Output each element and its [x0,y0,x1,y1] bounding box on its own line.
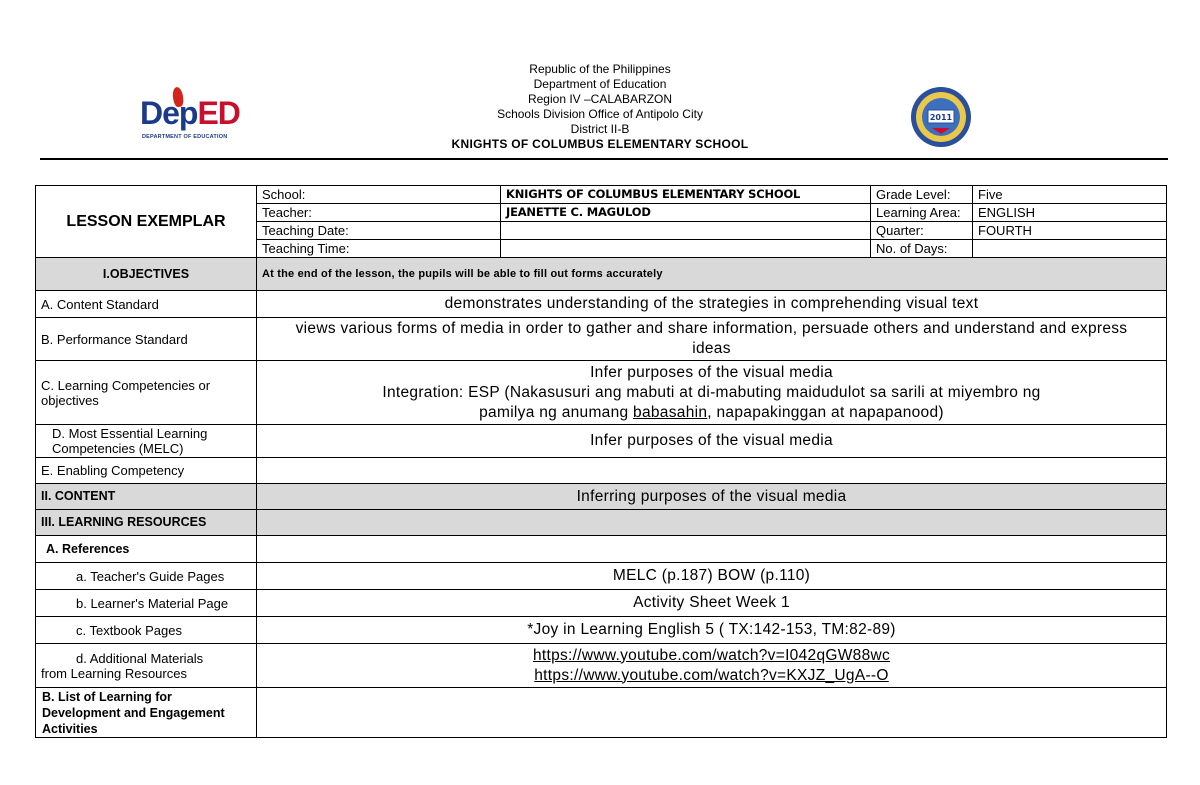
competencies-text [257,361,1167,425]
grade-level-label: Grade Level: [871,186,973,204]
competencies-label: C. Learning Competencies or objectives [36,361,257,425]
activities-list-value [257,688,1167,738]
teaching-date-value [501,222,871,240]
school-label: School: [257,186,501,204]
teacher-value: JEANETTE C. MAGULOD [501,204,871,222]
additional-materials-label: d. Additional Materials from Learning Resources [36,644,257,688]
references-row [36,536,1167,563]
teachers-guide-row [36,563,1167,590]
quarter-label: Quarter: [871,222,973,240]
deped-tagline: DEPARTMENT OF EDUCATION [142,134,228,140]
school-value: KNIGHTS OF COLUMBUS ELEMENTARY SCHOOL [501,186,871,204]
competencies-row [36,361,1167,425]
competency-line-1: Infer purposes of the visual media [590,363,833,381]
learners-material-row [36,590,1167,617]
header-line-district: District II-B [570,122,630,136]
content-row [36,484,1167,510]
learning-resources-row [36,510,1167,536]
lesson-exemplar-table [35,185,1167,738]
content-standard-label: A. Content Standard [36,291,257,318]
lesson-exemplar-title: LESSON EXEMPLAR [36,186,257,258]
days-label: No. of Days: [871,240,973,258]
learning-area-label: Learning Area: [871,204,973,222]
references-label: A. References [36,536,257,563]
teaching-date-label: Teaching Date: [257,222,501,240]
header-line-department: Department of Education [533,77,667,91]
textbook-text: *Joy in Learning English 5 ( TX:142-153, TM:82-89) [257,617,1167,644]
days-value [973,240,1167,258]
enabling-competency-text [257,458,1167,484]
melc-label: D. Most Essential Learning Competencies (MELC) [36,425,257,458]
learning-area-value: ENGLISH [973,204,1167,222]
teachers-guide-text: MELC (p.187) BOW (p.110) [257,563,1167,590]
header-school-name: KNIGHTS OF COLUMBUS ELEMENTARY SCHOOL [451,137,749,151]
activities-list-label: B. List of Learning for Development and Engagement Activities [36,688,257,738]
learning-resources-value [257,510,1167,536]
teaching-time-label: Teaching Time: [257,240,501,258]
info-row-school [36,186,1167,204]
enabling-competency-label: E. Enabling Competency [36,458,257,484]
additional-materials-links [257,644,1167,688]
document-header [0,62,1200,152]
teaching-time-value [501,240,871,258]
performance-standard-row [36,318,1167,361]
melc-row [36,425,1167,458]
header-line-republic: Republic of the Philippines [529,62,671,76]
header-line-division: Schools Division Office of Antipolo City [497,107,703,121]
objectives-label: I.OBJECTIVES [36,258,257,291]
learners-material-text: Activity Sheet Week 1 [257,590,1167,617]
performance-standard-text: views various forms of media in order to gather and share information, persuade others and understand and express ideas [257,318,1167,361]
content-standard-row [36,291,1167,318]
textbook-row [36,617,1167,644]
content-standard-text: demonstrates understanding of the strategies in comprehending visual text [257,291,1167,318]
learning-resources-label: III. LEARNING RESOURCES [36,510,257,536]
objectives-text: At the end of the lesson, the pupils will be able to fill out forms accurately [257,258,1167,291]
deped-wordmark: DepED [140,95,240,131]
seal-year: 2011 [929,113,953,122]
textbook-label: c. Textbook Pages [36,617,257,644]
competency-line-3: pamilya ng anumang babasahin, napapakinggan at napapanood) [479,403,944,421]
grade-level-value: Five [973,186,1167,204]
enabling-competency-row [36,458,1167,484]
school-seal-icon [910,86,972,148]
learners-material-label: b. Learner's Material Page [36,590,257,617]
competency-line-2: Integration: ESP (Nakasusuri ang mabuti at di-mabuting maidudulot sa sarili at miyembro ng [382,383,1041,401]
content-label: II. CONTENT [36,484,257,510]
objectives-row [36,258,1167,291]
underlined-word: babasahin [633,403,708,421]
references-value [257,536,1167,563]
header-rule [40,158,1168,160]
teacher-label: Teacher: [257,204,501,222]
header-line-region: Region IV –CALABARZON [527,92,673,106]
performance-standard-label: B. Performance Standard [36,318,257,361]
activities-list-row [36,688,1167,738]
content-text: Inferring purposes of the visual media [257,484,1167,510]
youtube-link-1[interactable]: https://www.youtube.com/watch?v=I042qGW88wc [532,646,891,664]
teachers-guide-label: a. Teacher's Guide Pages [36,563,257,590]
quarter-value: FOURTH [973,222,1167,240]
youtube-link-2[interactable]: https://www.youtube.com/watch?v=KXJZ_UgA--O [534,666,889,684]
additional-materials-row [36,644,1167,688]
melc-text: Infer purposes of the visual media [257,425,1167,458]
